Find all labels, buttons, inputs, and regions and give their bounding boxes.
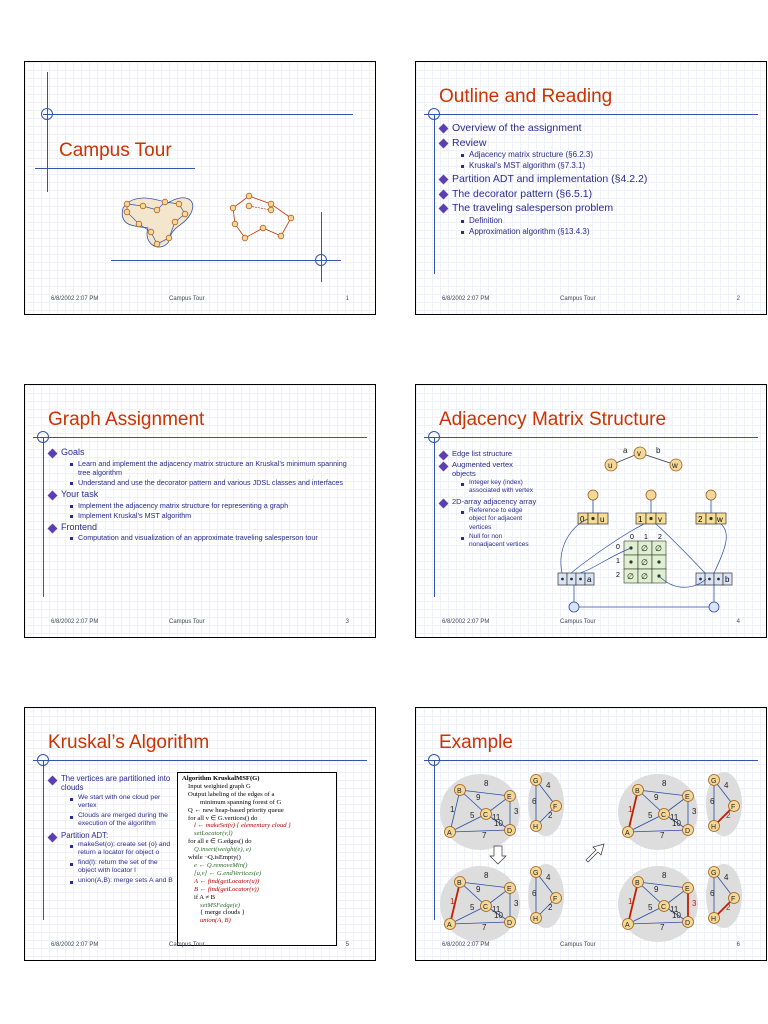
edge-weight: 8 [484, 871, 489, 880]
code-line: A ← find(getLocator(u)) [194, 877, 260, 885]
edge-weight: 6 [532, 797, 537, 806]
decorative-line [424, 760, 758, 761]
slide-3[interactable] [24, 384, 376, 638]
slide-title: Adjacency Matrix Structure [439, 409, 667, 430]
bullet-item: The vertices are partitioned into clouds We start with one cloud per vertex Clouds are merged during the execution of the algorithm [47, 774, 177, 829]
edge-weight: 1 [628, 897, 633, 906]
bullet-subitem: We start with one cloud per vertex [69, 794, 177, 811]
vertex-label: G [533, 870, 539, 877]
decorative-line [43, 437, 44, 597]
decorative-line [424, 114, 758, 115]
vertex-label: G [533, 778, 539, 785]
edge-weight: 4 [724, 873, 729, 882]
decorative-circle [37, 431, 49, 443]
footer-date: 6/8/2002 2:07 PM [442, 296, 490, 302]
vertex-label-w: w [717, 515, 723, 524]
edge-weight: 6 [710, 889, 715, 898]
edge-weight: 11 [670, 905, 679, 914]
edge-weight: 7 [660, 831, 665, 840]
outline-item: The traveling salesperson problem Definition Approximation algorithm (§13.4.3) [438, 202, 752, 237]
slide-number: 6 [736, 942, 740, 948]
bullet-item: Edge list structure [438, 449, 538, 458]
edge-weight: 3 [692, 899, 697, 908]
edge-weight: 1 [628, 805, 633, 814]
bullet-subitem: Reference to edge object for adjacent vertices [460, 507, 538, 531]
index-label: 2 [616, 572, 620, 579]
footer-title: Campus Tour [560, 619, 596, 625]
edge-weight: 3 [514, 899, 519, 908]
edge-weight: 1 [450, 805, 455, 814]
index-label: 0 [616, 544, 620, 551]
bullet-item: 2D-array adjacency array Reference to edge object for adjacent vertices Null for non nonadjacent vertices [438, 497, 538, 549]
slide-footer [25, 942, 375, 952]
slide-title: Outline and Reading [439, 86, 613, 107]
edge-weight: 7 [482, 923, 487, 932]
bullet-subitem: Computation and visualization of an approximate traveling salesperson tour [69, 533, 361, 542]
bullet-subitem: Learn and implement the adjacency matrix structure an Kruskal’s minimum spanning tree algorithm [69, 459, 361, 477]
edge-weight: 4 [724, 781, 729, 790]
footer-date: 6/8/2002 2:07 PM [442, 942, 490, 948]
slide-number: 1 [345, 296, 349, 302]
footer-title: Campus Tour [560, 942, 596, 948]
decorative-line [424, 437, 758, 438]
edge-weight: 2 [726, 903, 731, 912]
null-symbol: ∅ [641, 544, 648, 553]
vertex-label: B [457, 880, 462, 887]
code-line: Q.insert(weight(e), e) [194, 846, 251, 854]
slide-title: Campus Tour [59, 140, 172, 161]
slide-5[interactable] [24, 707, 376, 961]
outline-item: The decorator pattern (§6.5.1) [438, 188, 752, 201]
vertex-label: D [685, 828, 691, 835]
bullet-subitem: makeSet(o): create set {o} and return a locator for object o [69, 841, 177, 858]
edge-label-a: a [623, 446, 628, 455]
edge-weight: 7 [660, 923, 665, 932]
code-line: setMSFedge(e) [200, 901, 240, 909]
vertex-label-u: u [600, 515, 605, 524]
edge-weight: 8 [484, 779, 489, 788]
code-line: { merge clouds } [200, 909, 245, 917]
slide-footer [416, 619, 766, 629]
code-line: Algorithm KruskalMSF(G) [182, 775, 260, 782]
kruskal-example-diagram [436, 772, 756, 944]
code-line: for all v ∈ G.vertices() do [188, 814, 258, 822]
decorative-line [43, 760, 44, 920]
decorative-line [111, 260, 341, 261]
decorative-line [434, 437, 435, 597]
vertex-label: H [533, 824, 539, 831]
edge-weight: 9 [654, 885, 659, 894]
vertex-label: D [507, 828, 513, 835]
edge-weight: 2 [548, 903, 553, 912]
footer-date: 6/8/2002 2:07 PM [51, 296, 99, 302]
slide-number: 4 [736, 619, 740, 625]
bullet-subitem: Understand and use the decorator pattern and various JDSL classes and interfaces [69, 478, 361, 487]
outline-item: Review Adjacency matrix structure (§6.2.3) Kruskal’s MST algorithm (§7.3.1) [438, 137, 752, 172]
bullet-item: Augmented vertex objects Integer key (index) associated with vertex [438, 460, 538, 495]
adjacency-matrix-diagram [556, 443, 761, 615]
code-line: e ← Q.removeMin() [194, 861, 248, 869]
slide-number: 5 [345, 942, 349, 948]
decorative-line [33, 437, 367, 438]
slide-body [438, 122, 752, 239]
edge-weight: 2 [548, 811, 553, 820]
vertex-label: G [711, 778, 717, 785]
edge-weight: 8 [662, 779, 667, 788]
bullet-item: Goals Learn and implement the adjacency matrix structure an Kruskal’s minimum spanning tree algorithm Understand and use the decorator pattern and various JDSL classes and interfaces [47, 447, 361, 487]
slide-footer [25, 619, 375, 629]
slide-title: Example [439, 732, 513, 753]
vertex-label: H [711, 916, 717, 923]
vertex-label: B [457, 788, 462, 795]
code-line: Input weighted graph G [188, 782, 251, 790]
vertex-label: A [625, 830, 630, 837]
null-symbol: ∅ [627, 572, 634, 581]
slide-number: 2 [736, 296, 740, 302]
vertex-label: C [483, 812, 489, 819]
edge-weight: 5 [470, 903, 475, 912]
code-line: while ¬Q.isEmpty() [188, 854, 241, 862]
footer-date: 6/8/2002 2:07 PM [51, 942, 99, 948]
null-symbol: ∅ [641, 572, 648, 581]
edge-label-b: b [725, 575, 730, 584]
code-line: l ← makeSet(v) { elementary cloud } [194, 822, 291, 830]
edge-weight: 2 [726, 811, 731, 820]
edge-weight: 3 [514, 807, 519, 816]
edge-weight: 10 [672, 911, 681, 920]
slide-title: Kruskal’s Algorithm [48, 732, 210, 753]
code-line: minimum spanning forest of G [200, 798, 282, 806]
edge-weight: 11 [670, 813, 679, 822]
vertex-label-v: v [658, 515, 662, 524]
pseudocode-box [177, 772, 337, 946]
edge-weight: 8 [662, 871, 667, 880]
edge-weight: 4 [546, 873, 551, 882]
bullet-subitem: find(l): return the set of the object with locator l [69, 859, 177, 876]
vertex-label: D [685, 920, 691, 927]
vertex-label: F [731, 896, 736, 903]
slide-number: 3 [345, 619, 349, 625]
outline-item: Partition ADT and implementation (§4.2.2) [438, 173, 752, 186]
footer-date: 6/8/2002 2:07 PM [51, 619, 99, 625]
vertex-label: E [685, 794, 690, 801]
decorative-circle [315, 254, 327, 266]
bullet-subitem: union(A,B): merge sets A and B [69, 877, 177, 885]
code-line: if A ≠ B [194, 893, 216, 901]
slide-1[interactable] [24, 61, 376, 315]
code-line: union(A, B) [200, 917, 231, 925]
edge-weight: 10 [672, 819, 681, 828]
code-line: setLocator(v,l) [194, 830, 233, 838]
vertex-label: C [661, 812, 667, 819]
decorative-circle [428, 754, 440, 766]
footer-title: Campus Tour [560, 296, 596, 302]
vertex-label: F [553, 896, 558, 903]
vertex-label: B [635, 880, 640, 887]
edge-weight: 10 [494, 911, 503, 920]
slide-body [47, 447, 361, 544]
slide-footer [416, 942, 766, 952]
outline-item: Overview of the assignment [438, 122, 752, 135]
down-arrow [490, 846, 506, 864]
code-line: for all e ∈ G.edges() do [188, 838, 252, 846]
vertex-label-w: w [672, 461, 678, 470]
edge-weight: 1 [450, 897, 455, 906]
bullet-subitem: Null for non nonadjacent vertices [460, 533, 538, 549]
edge-label-b: b [656, 446, 661, 455]
vertex-label-u: u [608, 461, 613, 470]
vertex-label: F [731, 804, 736, 811]
bullet-subitem: Implement the adjacency matrix structure for representing a graph [69, 501, 361, 510]
bullet-subitem: Clouds are merged during the execution of the algorithm [69, 812, 177, 829]
slide-4[interactable] [415, 384, 767, 638]
edge-weight: 4 [546, 781, 551, 790]
decorative-line [434, 114, 435, 274]
vertex-label: H [711, 824, 717, 831]
vertex-label: F [553, 804, 558, 811]
campus-tour-illustration [113, 188, 313, 258]
null-symbol: ∅ [641, 558, 648, 567]
edge-label-a: a [587, 575, 592, 584]
vertex-label: D [507, 920, 513, 927]
code-line: B ← find(getLocator(v)) [194, 885, 259, 893]
footer-title: Campus Tour [169, 942, 205, 948]
vertex-label: G [711, 870, 717, 877]
vertex-label: E [507, 794, 512, 801]
null-symbol: ∅ [655, 544, 662, 553]
edge-weight: 9 [476, 885, 481, 894]
slide-footer [416, 296, 766, 306]
vertex-label: H [533, 916, 539, 923]
vertex-label: A [447, 830, 452, 837]
edge-weight: 10 [494, 819, 503, 828]
vertex-label: A [447, 922, 452, 929]
decorative-line [33, 760, 367, 761]
decorative-circle [428, 431, 440, 443]
decorative-line [47, 72, 48, 192]
edge-weight: 5 [648, 811, 653, 820]
edge-weight: 9 [476, 793, 481, 802]
slide-6[interactable] [415, 707, 767, 961]
decorative-circle [37, 754, 49, 766]
outline-subitem: Adjacency matrix structure (§6.2.3) [460, 150, 752, 160]
vertex-label: C [483, 904, 489, 911]
decorative-line [434, 760, 435, 920]
edge-weight: 5 [648, 903, 653, 912]
bullet-item: Frontend Computation and visualization of an approximate traveling salesperson tour [47, 522, 361, 543]
edge-weight: 11 [492, 905, 501, 914]
code-line: Output labeling of the edges of a [188, 790, 275, 798]
index-label: 1 [616, 558, 620, 565]
footer-title: Campus Tour [169, 619, 205, 625]
bullet-subitem: Integer key (index) associated with vertex [460, 479, 538, 495]
decorative-line [43, 114, 353, 115]
edge-weight: 5 [470, 811, 475, 820]
outline-subitem: Approximation algorithm (§13.4.3) [460, 227, 752, 237]
decorative-circle [41, 108, 53, 120]
code-line: Q ← new heap-based priority queue [188, 806, 284, 814]
edge-weight: 7 [482, 831, 487, 840]
vertex-label: C [661, 904, 667, 911]
vertex-label: E [507, 886, 512, 893]
index-label: 0 [630, 534, 634, 541]
vertex-label: A [625, 922, 630, 929]
index-label: 0 [580, 515, 585, 524]
footer-title: Campus Tour [169, 296, 205, 302]
slide-footer [25, 296, 375, 306]
index-label: 2 [658, 534, 662, 541]
bullet-item: Your task Implement the adjacency matrix structure for representing a graph Implement Kruskal’s MST algorithm [47, 489, 361, 520]
slide-2[interactable] [415, 61, 767, 315]
decorative-line [35, 168, 195, 169]
outline-subitem: Kruskal’s MST algorithm (§7.3.1) [460, 161, 752, 171]
edge-weight: 9 [654, 793, 659, 802]
slide-body [438, 449, 538, 551]
vertex-label: E [685, 886, 690, 893]
decorative-line [321, 212, 322, 282]
diagonal-arrow [586, 844, 604, 862]
slide-body [47, 774, 177, 887]
edge-weight: 11 [492, 813, 501, 822]
bullet-subitem: Implement Kruskal’s MST algorithm [69, 511, 361, 520]
vertex-label-v: v [637, 449, 641, 458]
vertex-label: B [635, 788, 640, 795]
code-line: [u,v] ← G.endVertices(e) [194, 869, 262, 877]
index-label: 2 [698, 515, 703, 524]
index-label: 1 [644, 534, 648, 541]
edge-weight: 6 [710, 797, 715, 806]
decorative-circle [428, 108, 440, 120]
slide-title: Graph Assignment [48, 409, 205, 430]
footer-date: 6/8/2002 2:07 PM [442, 619, 490, 625]
outline-subitem: Definition [460, 216, 752, 226]
edge-weight: 6 [532, 889, 537, 898]
edge-weight: 3 [692, 807, 697, 816]
bullet-item: Partition ADT: makeSet(o): create set {o} and return a locator for object o find(l): return the set of the object with locator l union(A,B): merge sets A and B [47, 831, 177, 886]
index-label: 1 [638, 515, 643, 524]
